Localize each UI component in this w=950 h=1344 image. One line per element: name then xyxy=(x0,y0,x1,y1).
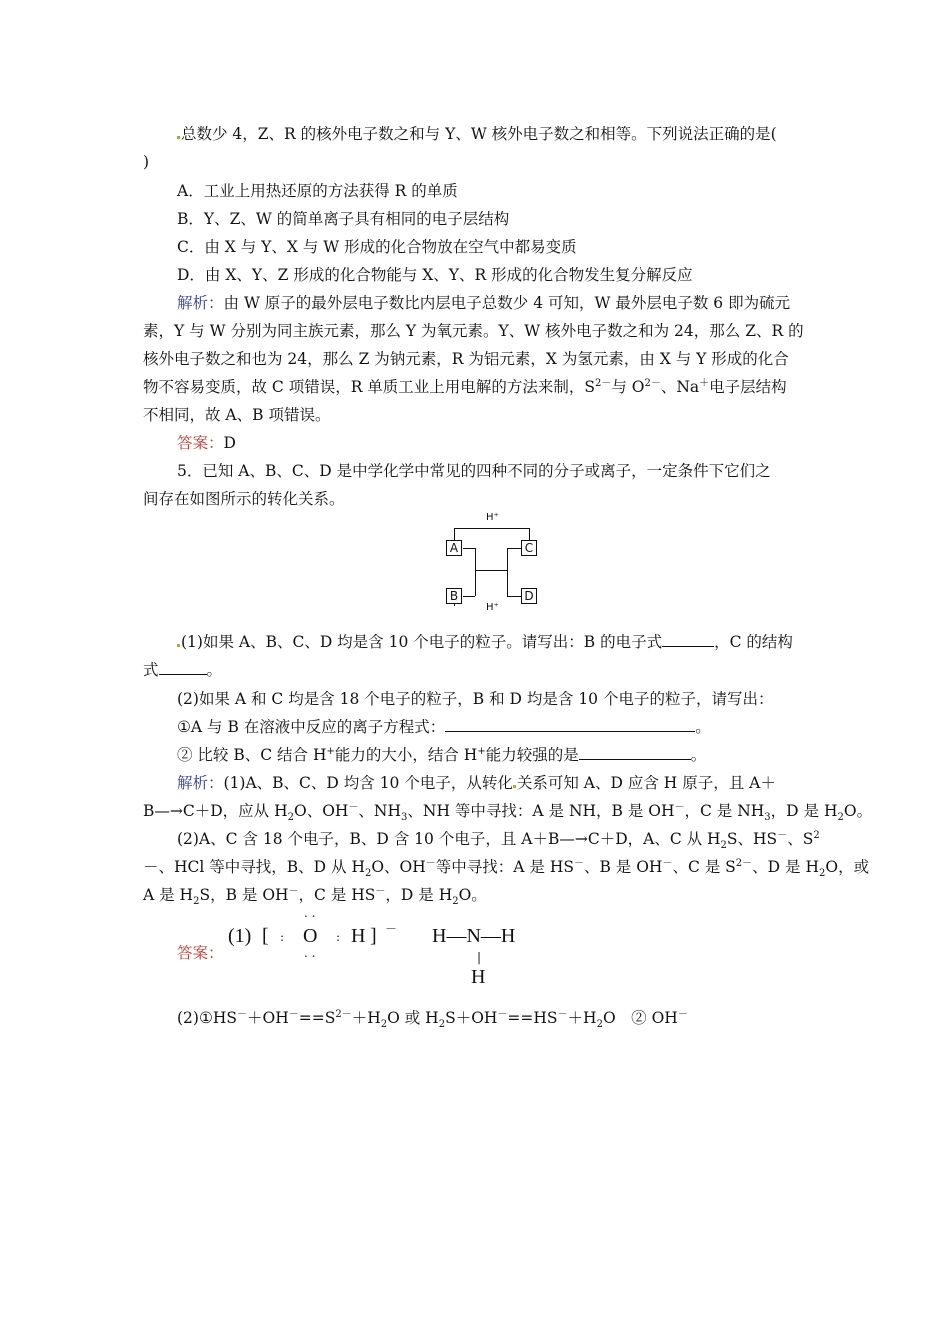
answer-blank[interactable] xyxy=(445,717,695,732)
q4-analysis-line4: 物不容易变质，故 C 项错误，R 单质工业上用电解的方法来制，$S^{2-}$与 $O^{2-}$、Na＋电子层结构 xyxy=(143,377,787,396)
q5-stem-line1: 5．已知 A、B、C、D 是中学化学中常见的四种不同的分子或离子，一定条件下它们之 xyxy=(177,462,771,480)
q4-analysis-line1: 解析：由 W 原子的最外层电子数比内层电子总数少 4 可知，W 最外层电子数 6 即为硫元 xyxy=(177,294,791,312)
marker-dot xyxy=(177,644,180,647)
q5-part2-1: ①A 与 B 在溶液中反应的离子方程式： 。 xyxy=(177,718,711,736)
q4-analysis-line2: 素，Y 与 W 分别为同主族元素，那么 Y 为氧元素。Y、W 核外电子数之和为 24，那么 Z、R 的 xyxy=(143,322,804,340)
charge-sign: － xyxy=(385,922,398,936)
answer-label: 答案： xyxy=(177,434,224,452)
q4-stem-line2: ) xyxy=(143,153,150,171)
answer-blank[interactable] xyxy=(159,660,207,675)
marker-dot xyxy=(513,785,516,788)
marker-dot xyxy=(177,136,180,139)
lone-pair-left: : xyxy=(280,930,285,944)
q5-analysis-line4: －、HCl 等中寻找，B、D 从 $H_2O$、OH－等中寻找：A 是 HS－、B 是 OH－、C 是 $S^{2-}$、D 是 $H_2O$，或 xyxy=(143,857,870,880)
q4-option-b: B．Y、Z、W 的简单离子具有相同的电子层结构 xyxy=(177,210,510,228)
q5-part2-2: ② 比较 B、C 结合 H+能力的大小，结合 H+能力较强的是 。 xyxy=(177,745,707,764)
left-bracket: [ xyxy=(262,925,269,947)
right-bracket: ] xyxy=(370,925,377,947)
bottom-arrow-left xyxy=(454,604,455,606)
q4-analysis-line3: 核外电子数之和也为 24，那么 Z 为钠元素，R 为铝元素，X 为氢元素，由 X 与 Y 形成的化合 xyxy=(143,350,789,368)
box-c: C xyxy=(521,540,537,556)
q4-option-c: C．由 X 与 Y、X 与 W 形成的化合物放在空气中都易变质 xyxy=(177,238,577,256)
q4-answer: 答案：D xyxy=(177,434,236,452)
q5-answer-2: $(2)①HS^-+OH^-==S^{2-}+H_2O$ 或 $H_2S+OH^-==HS^-+H_2O$ ② OH－ xyxy=(177,1008,688,1031)
right-bar xyxy=(507,548,508,596)
diagram-top-label: H⁺ xyxy=(486,512,499,523)
answer-blank[interactable] xyxy=(662,632,714,647)
cross-bar xyxy=(475,570,507,571)
bond-pair: : xyxy=(336,930,341,944)
analysis-label: 解析： xyxy=(177,294,224,312)
lone-pair-top: . . xyxy=(304,906,316,920)
nh3-structure-line: H—N—H xyxy=(432,925,516,947)
q5-part1-line1: (1)如果 A、B、C、D 均是含 10 个电子的粒子。请写出：B 的电子式 ，C 的结构 xyxy=(177,632,793,652)
top-arrow-left xyxy=(454,528,455,540)
hydrogen-symbol: H xyxy=(351,925,366,947)
q4-option-d: D．由 X、Y、Z 形成的化合物能与 X、Y、R 形成的化合物发生复分解反应 xyxy=(177,266,693,284)
lone-pair-bottom: . . xyxy=(304,946,316,960)
top-arrow-line xyxy=(454,528,529,529)
box-b: B xyxy=(446,588,462,604)
box-d: D xyxy=(521,588,537,604)
oxygen-symbol: O xyxy=(303,925,318,947)
q5-analysis-line5: A 是 $H_2S$，B 是 OH－，C 是 HS－，D 是 $H_2O$。 xyxy=(143,885,487,908)
conversion-diagram xyxy=(440,508,550,613)
top-arrow-right xyxy=(529,528,530,540)
answer-part-number: (1) xyxy=(228,925,252,947)
nh3-vertical-bond: | xyxy=(477,950,482,964)
b-link xyxy=(463,596,475,597)
q5-analysis-line3: (2)A、C 含 18 个电子，B、D 含 10 个电子，且 A＋B—→C＋D，A、C 从 $H_2S$、HS－、$S^2$ xyxy=(177,829,820,852)
analysis-label: 解析： xyxy=(177,774,224,792)
diagram-bottom-label: H⁺ xyxy=(486,602,499,613)
q4-analysis-line5: 不相同，故 A、B 项错误。 xyxy=(143,406,331,424)
nh3-lower-h: H xyxy=(471,966,486,988)
q4-stem-line1: 总数少 4，Z、R 的核外电子数之和与 Y、W 核外电子数之和相等。下列说法正确的是( xyxy=(177,124,777,144)
q5-part2: (2)如果 A 和 C 均是含 18 个电子的粒子，B 和 D 均是含 10 个电子的粒子，请写出： xyxy=(177,690,774,708)
q5-analysis-line1: 解析：(1)A、B、C、D 均含 10 个电子，从转化 关系可知 A、D 应含 H 原子，且 A＋ xyxy=(177,774,776,792)
q5-analysis-line2: B—→C＋D，应从 $H_2O$、OH－、$NH_3$、NH 等中寻找：A 是 NH，B 是 OH－，C 是 $NH_3$，D 是 $H_2O$。 xyxy=(143,801,873,824)
answer-label: 答案： xyxy=(177,944,224,962)
q5-stem-line2: 间存在如图所示的转化关系。 xyxy=(143,490,345,508)
box-a: A xyxy=(446,540,462,556)
left-bar xyxy=(475,548,476,596)
c-link xyxy=(507,548,521,549)
a-link xyxy=(463,548,475,549)
answer-blank[interactable] xyxy=(579,745,691,760)
q4-option-a: A．工业上用热还原的方法获得 R 的单质 xyxy=(177,182,458,200)
d-link xyxy=(507,596,521,597)
q5-part1-line2: 式 。 xyxy=(143,661,223,679)
